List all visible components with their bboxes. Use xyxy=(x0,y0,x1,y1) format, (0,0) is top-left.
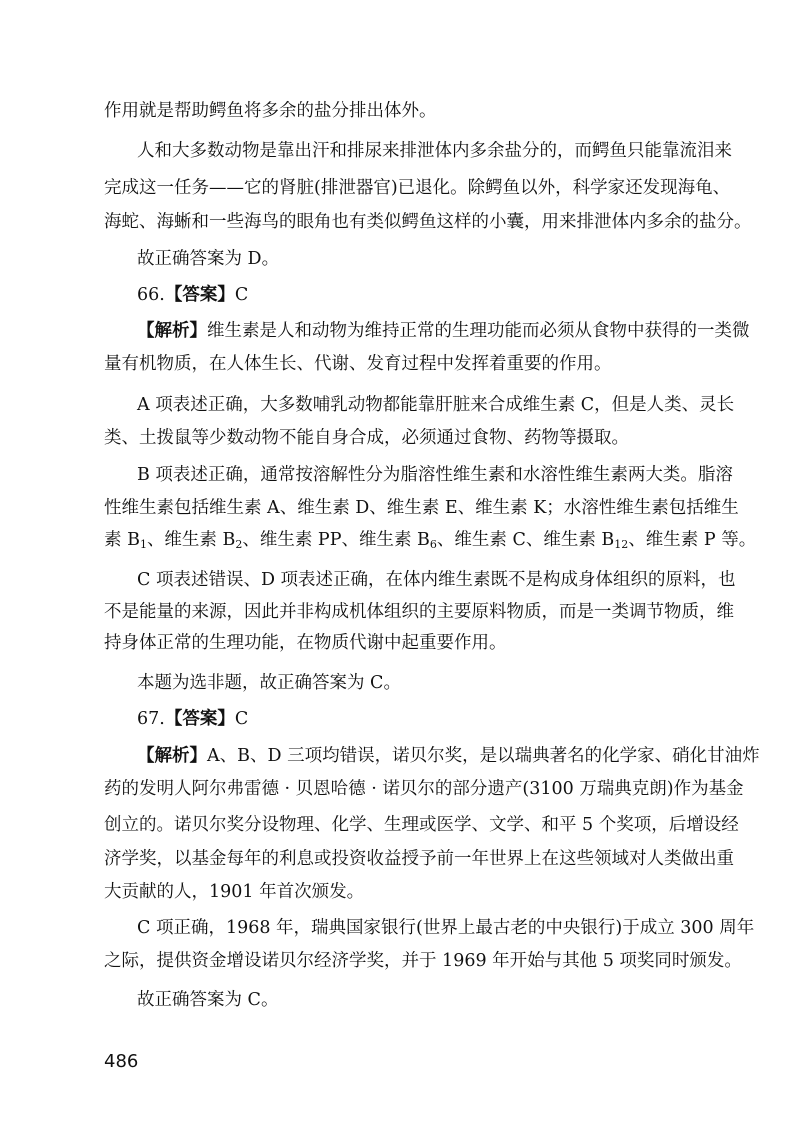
analysis-line: 济学奖，以基金每年的利息或投资收益授予前一年世界上在这些领域对人类做出重 xyxy=(104,849,734,869)
analysis-line: 创立的。诺贝尔奖分设物理、化学、生理或医学、文学、和平 5 个奖项，后增设经 xyxy=(104,815,739,835)
answer-label: 【答案】 xyxy=(164,285,235,305)
option-cd-line: 不是能量的来源，因此并非构成机体组织的主要原料物质，而是一类调节物质，维 xyxy=(104,602,734,622)
analysis-line: 【解析】维生素是人和动物为维持正常的生理功能而必须从食物中获得的一类微 xyxy=(137,321,750,341)
option-b-line: B 项表述正确，通常按溶解性分为脂溶性维生素和水溶性维生素两大类。脂溶 xyxy=(137,465,733,485)
question-66-answer xyxy=(0,282,800,308)
option-cd-line: C 项表述错误、D 项表述正确，在体内维生素既不是构成身体组织的原料，也 xyxy=(137,570,736,590)
page-number: 486 xyxy=(104,1051,139,1072)
analysis-label: 【解析】 xyxy=(137,746,207,766)
analysis-line: 药的发明人阿尔弗雷德 · 贝恩哈德 · 诺贝尔的部分遗产(3100 万瑞典克朗)作为基金 xyxy=(104,779,744,799)
paragraph-line: 作用就是帮助鳄鱼将多余的盐分排出体外。 xyxy=(104,101,437,121)
option-a-line: 类、土拨鼠等少数动物不能自身合成，必须通过食物、药物等摄取。 xyxy=(104,428,629,448)
answer-conclusion: 故正确答案为 D。 xyxy=(137,249,280,269)
question-number: 66. xyxy=(137,285,165,305)
answer-label: 【答案】 xyxy=(164,709,235,729)
option-b-line: 性维生素包括维生素 A、维生素 D、维生素 E、维生素 K；水溶性维生素包括维生 xyxy=(104,498,739,518)
analysis-line: 大贡献的人，1901 年首次颁发。 xyxy=(104,882,365,902)
question-number: 67. xyxy=(137,709,165,729)
paragraph-line: 人和大多数动物是靠出汗和排尿来排泄体内多余盐分的，而鳄鱼只能靠流泪来 xyxy=(137,141,732,161)
answer-value: C xyxy=(234,709,249,729)
answer-conclusion: 故正确答案为 C。 xyxy=(137,990,279,1010)
paragraph-line: 完成这一任务——它的肾脏(排泄器官)已退化。除鳄鱼以外，科学家还发现海龟、 xyxy=(104,178,731,198)
analysis-line: 【解析】A、B、D 三项均错误，诺贝尔奖，是以瑞典著名的化学家、硝化甘油炸 xyxy=(137,746,760,766)
option-a-line: A 项表述正确，大多数哺乳动物都能靠肝脏来合成维生素 C，但是人类、灵长 xyxy=(137,395,735,415)
option-c-line: C 项正确，1968 年，瑞典国家银行(世界上最古老的中央银行)于成立 300 周年 xyxy=(137,918,755,938)
paragraph-line: 海蛇、海蜥和一些海鸟的眼角也有类似鳄鱼这样的小囊，用来排泄体内多余的盐分。 xyxy=(104,212,752,232)
option-b-line: 素 $B_1$、维生素 $B_2$、维生素 PP、维生素 $B_6$、维生素 C、维生素 $B_{12}$、维生素 P 等。 xyxy=(104,530,757,551)
option-c-line: 之际，提供资金增设诺贝尔经济学奖，并于 1969 年开始与其他 5 项奖同时颁发。 xyxy=(104,951,742,971)
analysis-line: 量有机物质，在人体生长、代谢、发育过程中发挥着重要的作用。 xyxy=(104,354,612,374)
question-67-answer xyxy=(0,706,800,732)
analysis-label: 【解析】 xyxy=(137,321,207,341)
answer-value: C xyxy=(234,285,249,305)
option-cd-line: 持身体正常的生理功能，在物质代谢中起重要作用。 xyxy=(104,633,507,653)
answer-conclusion: 本题为选非题，故正确答案为 C。 xyxy=(137,673,401,693)
